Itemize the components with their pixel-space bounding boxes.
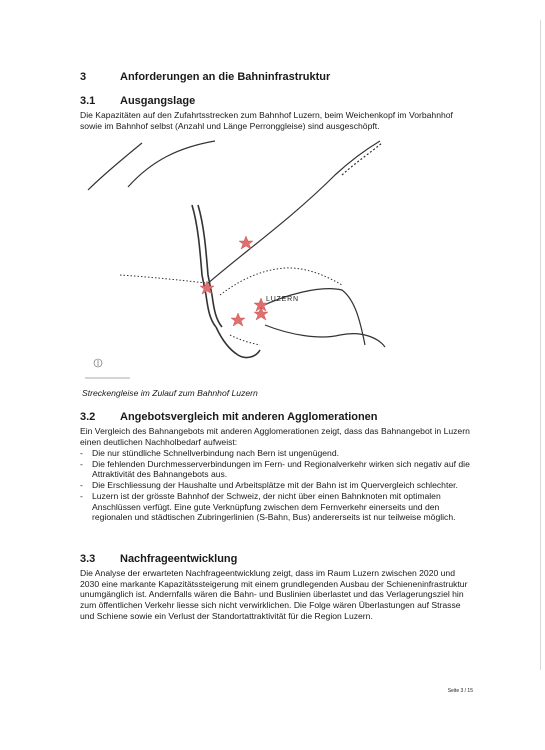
track-southeast (265, 325, 385, 347)
bullet-item: - Die nur stündliche Schnellverbindung nach Bern ist ungenügend. (80, 448, 475, 459)
section-3-3-heading (80, 553, 237, 565)
section-3-2-heading (80, 411, 378, 423)
bullet-item: - Die Erschliessung der Haushalte und Arbeitsplätze mit der Bahn ist im Quervergleich schlechter. (80, 480, 475, 491)
marker-star-station (254, 307, 268, 320)
section-3-1-text: Die Kapazitäten auf den Zufahrtsstrecken zum Bahnhof Luzern, beim Weichenkopf im Vorbahnhof sowie im Bahnhof selbst (Anzahl und Länge Perronggleise) sind ausgeschöpft. (80, 110, 453, 131)
section-3-1-title: Ausgangslage (120, 95, 196, 107)
section-3-3-title: Nachfrageentwicklung (120, 553, 238, 565)
tunnel-lines (120, 268, 342, 345)
rail-map (80, 135, 390, 385)
section-3-number: 3 (80, 71, 87, 83)
page-edge (540, 20, 541, 670)
track-trunk-a (192, 205, 216, 327)
tunnel-west (120, 275, 206, 283)
bullet-item: - Luzern ist der grösste Bahnhof der Schweiz, der nicht über einen Bahnknoten mit optimalen Anschlüssen verfügt. Eine gute Verknüpfung zwischen dem Fernverkehr einerseits und den regionalen und städtischen Zubringerlinien (S-Bahn, Bus) andererseits ist nur teilweise möglich. (80, 491, 475, 523)
track-northwest (88, 143, 142, 190)
tunnel-east (220, 268, 342, 295)
north-arrow-icon (85, 359, 130, 378)
bullet-item: - Die fehlenden Durchmesserverbindungen im Fern- und Regionalverkehr wirken sich negativ auf die Attraktivität des Bahnangebots aus. (80, 459, 475, 480)
map-caption: Streckengleise im Zulauf zum Bahnhof Luzern (82, 388, 258, 398)
section-3-3-number: 3.3 (80, 553, 96, 565)
section-3-2-title: Angebotsvergleich mit anderen Agglomerationen (120, 411, 378, 423)
track-station-approach (216, 327, 260, 357)
section-3-2-bullets (80, 448, 475, 523)
section-3-title: Anforderungen an die Bahninfrastruktur (120, 71, 331, 83)
section-3-3-text: Die Analyse der erwarteten Nachfrageentwicklung zeigt, dass im Raum Luzern zwischen 2020 und 2030 eine markante Kapazitätssteigerung mit einem grundlegenden Ausbau der Schieneninfrastruktur unumgänglich ist. Andernfalls wären die Bahn- und Buslinien überlastet und das Verlagerungsziel hin zum öffentlichen Verkehr liesse sich nicht verwirklichen. Die Folge wären Überlastungen auf Strasse und Schiene sowie ein Verlust der Standortattraktivität für die Region Luzern. (80, 568, 468, 621)
tunnel-south (230, 335, 260, 345)
marker-star-south (231, 313, 245, 326)
page-number: Seite 3 / 15 (447, 688, 473, 694)
section-3-1-number: 3.1 (80, 95, 96, 107)
track-northeast-dash (342, 143, 382, 175)
track-north-main (128, 141, 215, 187)
section-3-heading (80, 71, 330, 83)
city-label: LUZERN (266, 296, 299, 303)
section-3-2-number: 3.2 (80, 411, 96, 423)
track-lines (88, 141, 385, 357)
marker-star-north (239, 236, 253, 249)
section-3-1-heading (80, 95, 195, 107)
track-northeast (206, 141, 380, 285)
section-3-2-intro: Ein Vergleich des Bahnangebots mit anderen Agglomerationen zeigt, dass das Bahnangebot in Luzern einen deutlichen Nachholbedarf aufweist: (80, 426, 470, 447)
